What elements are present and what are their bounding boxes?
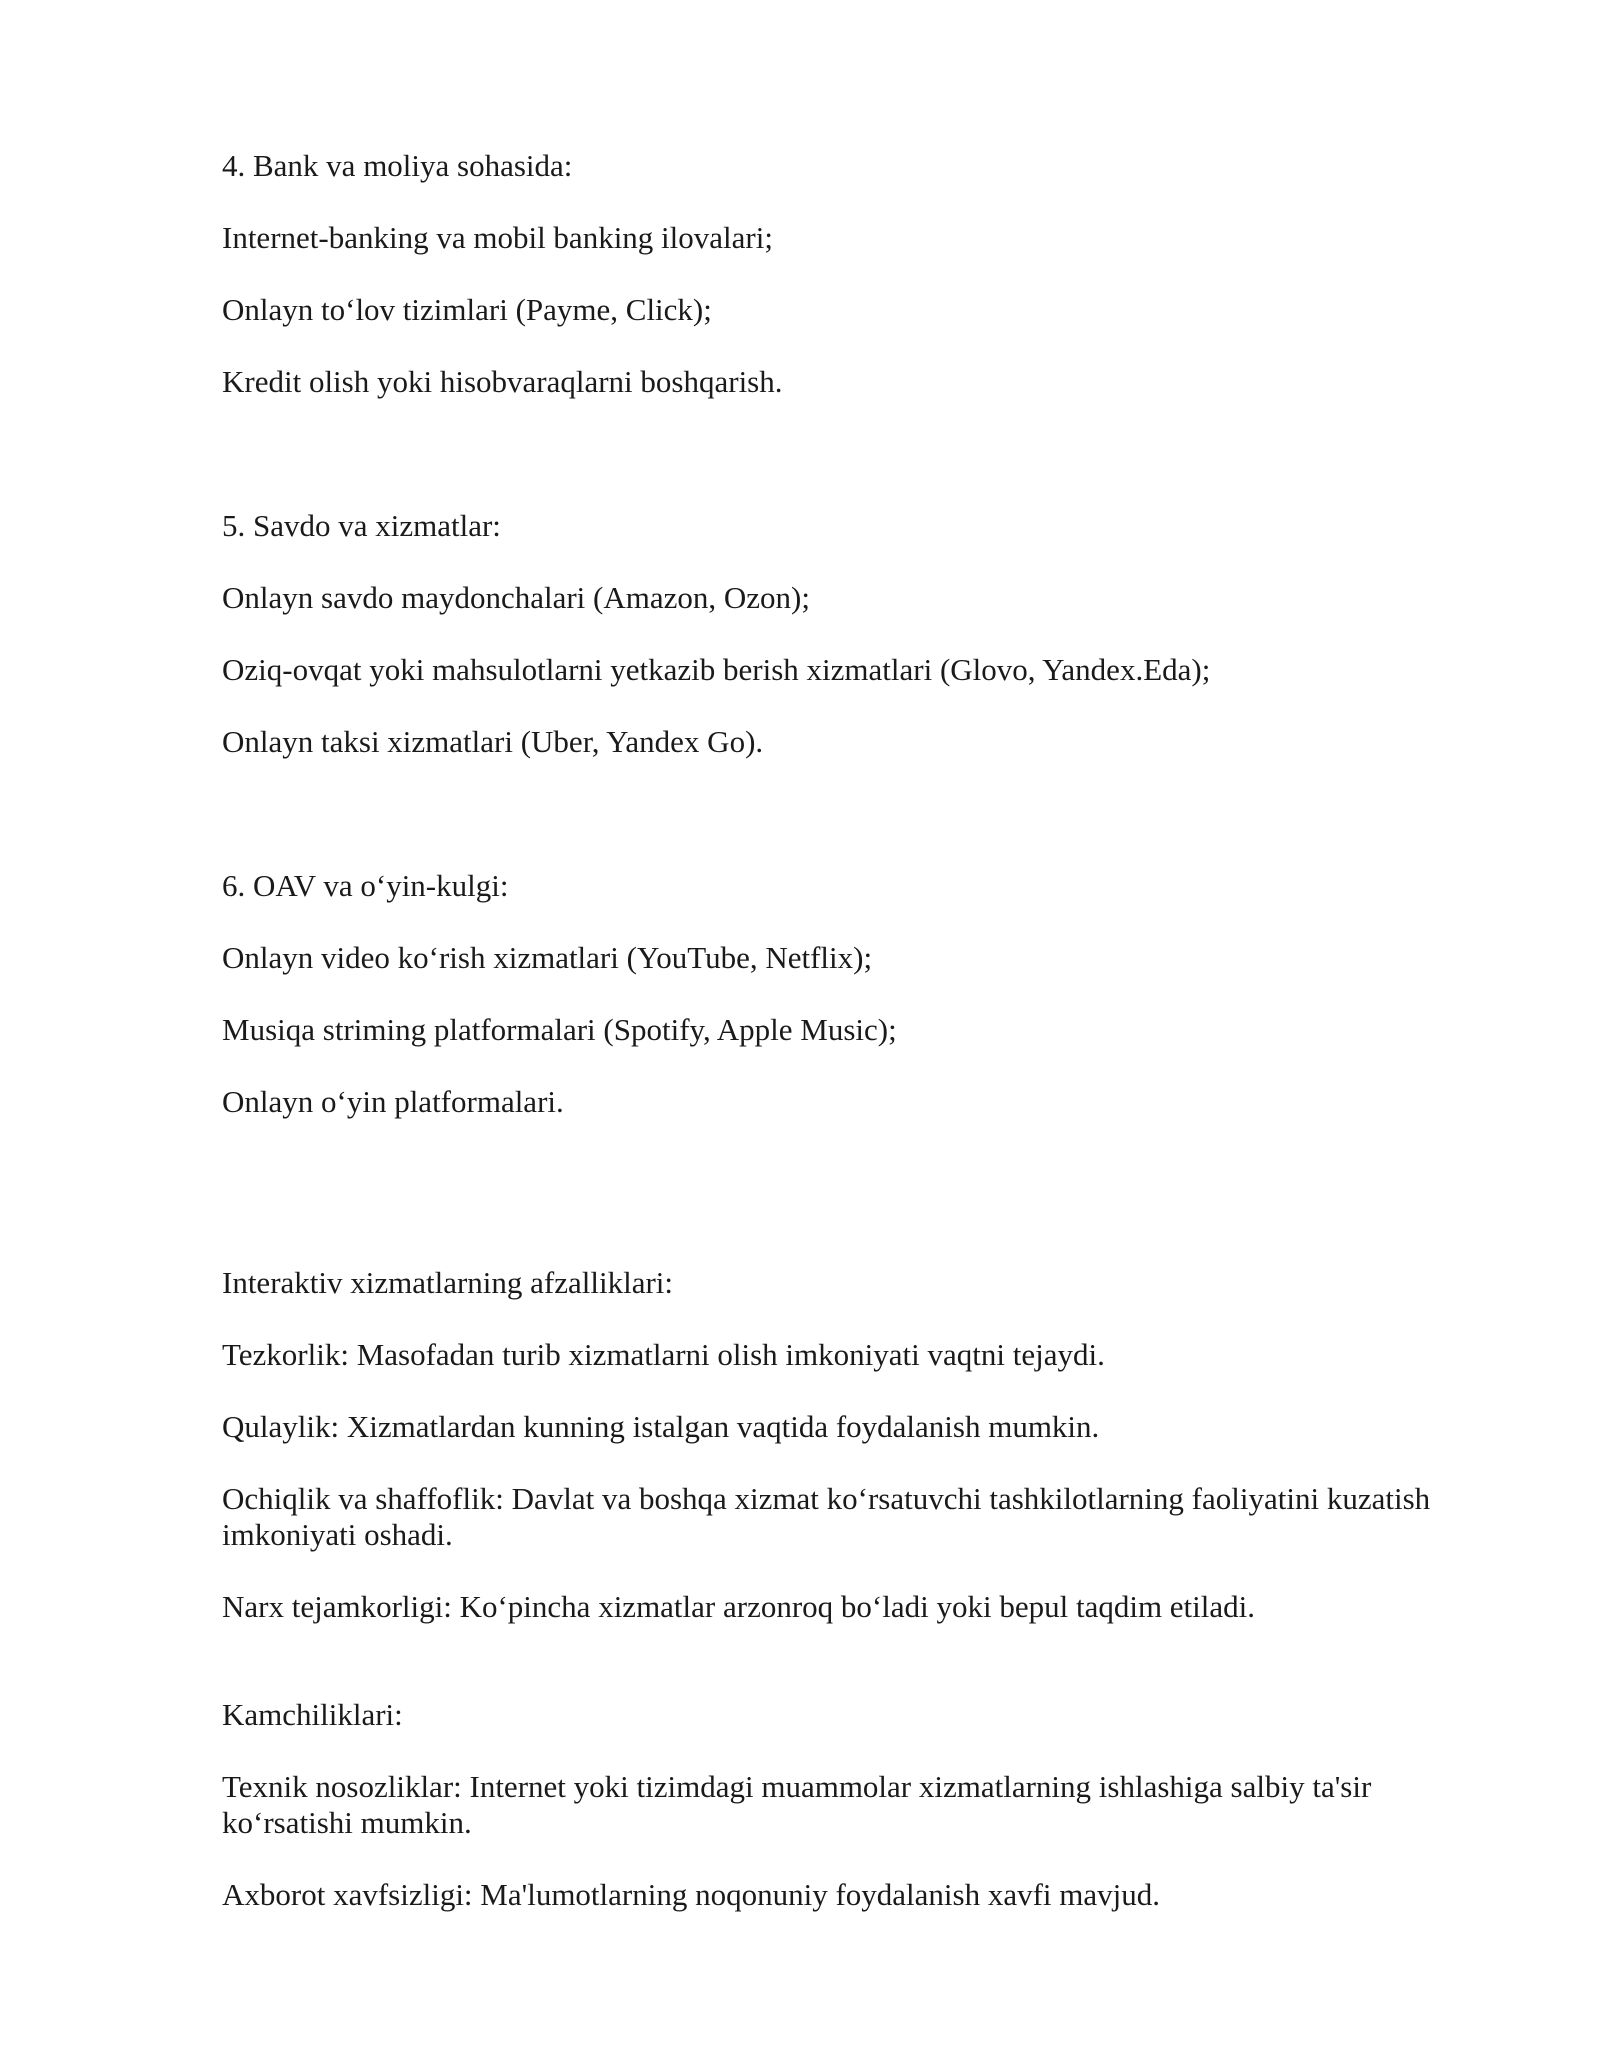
section-heading-media: 6. OAV va o‘yin-kulgi: bbox=[222, 868, 509, 903]
list-item: Onlayn o‘yin platformalari. bbox=[222, 1084, 564, 1119]
advantage-item: Ochiqlik va shaffoflik: Davlat va boshqa xizmat ko‘rsatuvchi tashkilotlarning faoliyatini kuzatish imkoniyati oshadi. bbox=[222, 1481, 1431, 1552]
section-heading-trade: 5. Savdo va xizmatlar: bbox=[222, 508, 501, 543]
disadvantage-item: Texnik nosozliklar: Internet yoki tizimdagi muammolar xizmatlarning ishlashiga salbiy ta'sir ko‘rsatishi mumkin. bbox=[222, 1769, 1372, 1840]
advantage-item: Narx tejamkorligi: Ko‘pincha xizmatlar arzonroq bo‘ladi yoki bepul taqdim etiladi. bbox=[222, 1589, 1256, 1624]
advantages-heading: Interaktiv xizmatlarning afzalliklari: bbox=[222, 1265, 674, 1300]
section-heading-bank: 4. Bank va moliya sohasida: bbox=[222, 148, 573, 183]
list-item: Oziq-ovqat yoki mahsulotlarni yetkazib berish xizmatlari (Glovo, Yandex.Eda); bbox=[222, 652, 1211, 687]
list-item: Musiqa striming platformalari (Spotify, Apple Music); bbox=[222, 1012, 897, 1047]
list-item: Onlayn to‘lov tizimlari (Payme, Click); bbox=[222, 292, 712, 327]
list-item: Internet-banking va mobil banking ilovalari; bbox=[222, 220, 773, 255]
list-item: Onlayn taksi xizmatlari (Uber, Yandex Go). bbox=[222, 724, 764, 759]
disadvantage-item: Axborot xavfsizligi: Ma'lumotlarning noqonuniy foydalanish xavfi mavjud. bbox=[222, 1877, 1161, 1912]
advantage-item: Qulaylik: Xizmatlardan kunning istalgan vaqtida foydalanish mumkin. bbox=[222, 1409, 1100, 1444]
list-item: Kredit olish yoki hisobvaraqlarni boshqarish. bbox=[222, 364, 783, 399]
list-item: Onlayn savdo maydonchalari (Amazon, Ozon); bbox=[222, 580, 810, 615]
disadvantages-heading: Kamchiliklari: bbox=[222, 1697, 403, 1732]
advantage-item: Tezkorlik: Masofadan turib xizmatlarni olish imkoniyati vaqtni tejaydi. bbox=[222, 1337, 1105, 1372]
list-item: Onlayn video ko‘rish xizmatlari (YouTube, Netflix); bbox=[222, 940, 873, 975]
